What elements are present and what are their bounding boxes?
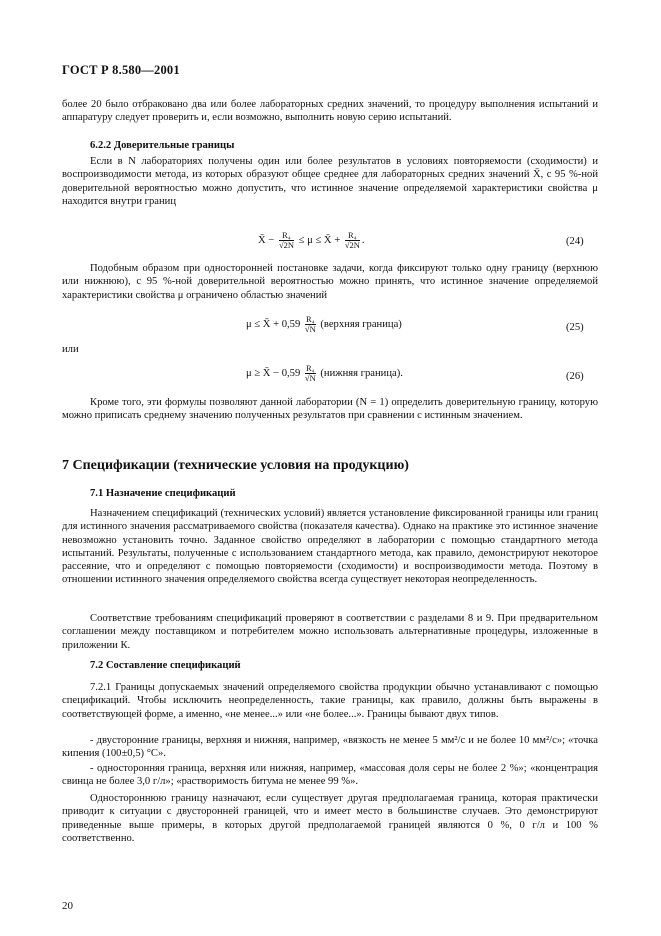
frac-numerator: R₄: [279, 231, 294, 241]
formula-26-frac: [305, 364, 316, 383]
formula-25-number: (25): [566, 322, 584, 333]
further-paragraph: Кроме того, эти формулы позволяют данной лаборатории (N = 1) определить доверительную границу, которую можно приписать среднему значению полученных результатов при сравнении с истинным значением.: [62, 397, 598, 422]
section-7-1-paragraph-2: Соответствие требованиям спецификаций проверяют в соответствии с разделами 8 и 9. При предварительном соглашении между поставщиком и потребителем можно использовать альтернативные процедуры, изложенные в приложении К.: [62, 613, 598, 651]
or-text: или: [62, 344, 79, 355]
formula-25-frac: [305, 315, 316, 334]
formula-25: [246, 315, 402, 334]
section-7-1-title: 7.1 Назначение спецификаций: [90, 488, 236, 499]
formula-24-frac-1: [279, 231, 294, 250]
frac-denominator: √N: [304, 324, 316, 334]
formula-24-number: (24): [566, 236, 584, 247]
formula-24-left: X̄ −: [258, 234, 275, 246]
formula-26-number: (26): [566, 371, 584, 382]
frac-numerator: R₄: [306, 314, 315, 324]
document-header: ГОСТ Р 8.580—2001: [62, 63, 180, 77]
confidence-paragraph: Если в N лабораториях получены один или более результатов в условиях повторяемости (сходимости) и воспроизводимости метода, из которых образуют общее среднее для лабораторных средних значений X̄, с 95 %-ной доверительной вероятностью можно допустить, что истинное значение определяемой характеристики свойства μ находится внутри границ: [62, 156, 598, 207]
section-7-2-title: 7.2 Составление спецификаций: [90, 660, 241, 671]
frac-denominator: √2N: [344, 240, 360, 250]
formula-24-end: .: [361, 234, 365, 246]
section-7-2-1-paragraph: 7.2.1 Границы допускаемых значений определяемого свойства продукции обычно устанавливают с помощью спецификаций. Чтобы исключить неопределенность, такие границы, как правило, должны быть выражены в соответствующей форме, а именно, «не менее...» или «не более...». Границы бывают двух типов.: [62, 682, 598, 720]
final-paragraph: Одностороннюю границу назначают, если существует другая предполагаемая граница, которая практически приводит к ситуации с двусторонней границей, что и имеет место в большинстве случаев. Это демонстрируют приведенные выше примеры, в которых другой предполагаемой границей являются 0 %, 0 г/л и 100 % соответственно.: [62, 793, 598, 844]
frac-denominator: √N: [304, 373, 316, 383]
formula-25-label: (верхняя граница): [320, 318, 402, 330]
formula-24-mid: ≤ μ ≤ X̄ +: [298, 234, 341, 246]
two-sided-limits-item: - двусторонние границы, верхняя и нижняя, например, «вязкость не менее 5 мм²/с и не более 10 мм²/с»; «точка кипения (100±0,5) °С».: [62, 735, 598, 760]
section-7-title: 7 Спецификации (технические условия на продукцию): [62, 458, 409, 473]
one-sided-limit-item: - односторонняя граница, верхняя или нижняя, например, «массовая доля серы не более 2 %»; «концентрация свинца не более 3,0 г/л»; «растворимость битума не менее 99 %».: [62, 763, 598, 788]
page-number: 20: [62, 900, 73, 912]
formula-24: [258, 231, 365, 250]
frac-denominator: √2N: [278, 240, 294, 250]
frac-numerator: R₄: [306, 363, 315, 373]
formula-26-label: (нижняя граница).: [320, 367, 403, 379]
formula-25-expr: μ ≤ X̄ + 0,59: [246, 318, 301, 330]
section-7-1-paragraph-1: Назначением спецификаций (технических условий) является установление фиксированной границы или границ для истинного значения рассматриваемого свойства (показателя качества). Однако на практике это истинное значение невозможно установить точно. Заданное свойство определяют в лаборатории с помощью стандартного метода испытаний. Результаты, полученные с использованием стандартного метода, как правило, демонстрируют некоторое рассеяние, что и определяют с помощью повторяемости (сходимости) и воспроизводимости метода. Поэтому в отношении истинного значения определяемого свойства всегда существует некоторая неопределенность.: [62, 508, 598, 586]
section-6-2-2-title: 6.2.2 Доверительные границы: [90, 140, 235, 151]
formula-26: [246, 364, 403, 383]
one-sided-paragraph: Подобным образом при односторонней постановке задачи, когда фиксируют только одну границу (верхнюю или нижнюю), с 95 %-ной доверительной вероятностью можно принять, что истинное значение определяемой характеристики свойства μ ограничено областью значений: [62, 263, 598, 301]
frac-numerator: R₄: [345, 231, 360, 241]
formula-24-frac-2: [345, 231, 360, 250]
formula-26-expr: μ ≥ X̄ − 0,59: [246, 367, 301, 379]
intro-paragraph: более 20 было отбраковано два или более лабораторных средних значений, то процедуру выполнения испытаний и аппаратуру следует проверить и, если возможно, выполнить новую серию испытаний.: [62, 99, 598, 124]
